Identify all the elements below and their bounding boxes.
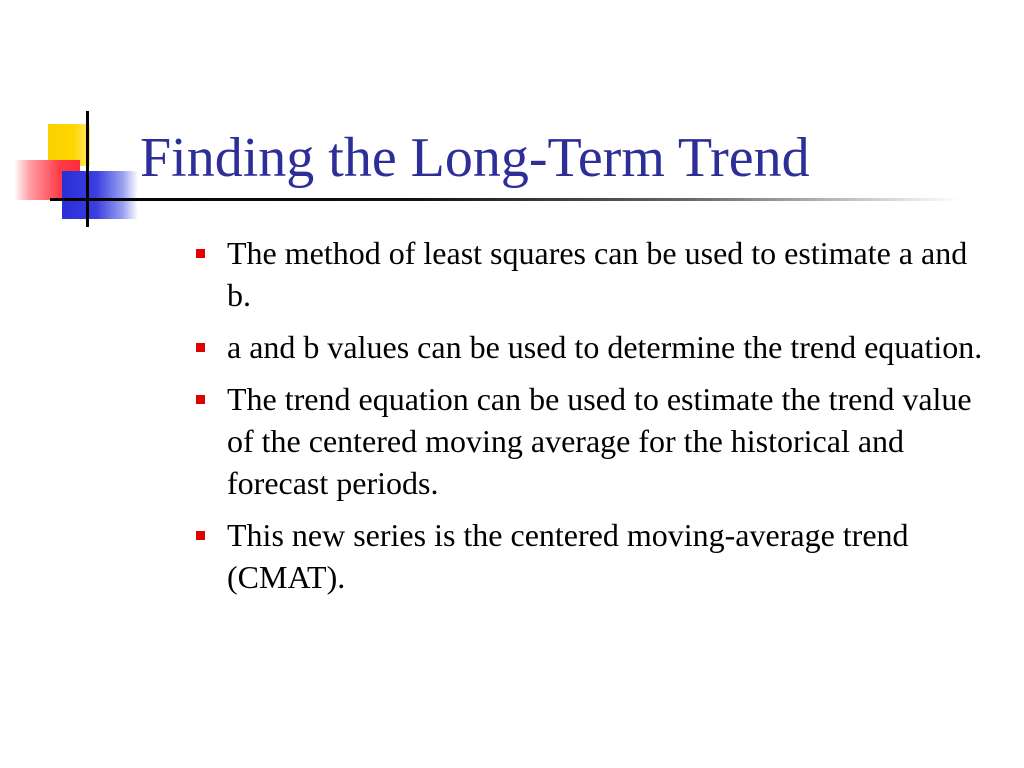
title-underline-rule	[50, 198, 960, 201]
bullet-text: The trend equation can be used to estimate the trend value of the centered moving average for the historical and forecast periods.	[227, 381, 972, 501]
color-squares-logo-icon	[0, 0, 150, 240]
blue-square-decoration	[62, 171, 138, 219]
bullet-text: The method of least squares can be used to estimate a and b.	[227, 235, 968, 313]
red-square-bullet-icon	[196, 395, 205, 404]
slide-title: Finding the Long-Term Trend	[140, 127, 810, 189]
bullet-item	[196, 326, 996, 368]
bullet-text: a and b values can be used to determine the trend equation.	[227, 329, 983, 365]
bullet-text: This new series is the centered moving-average trend (CMAT).	[227, 517, 909, 595]
bullet-item	[196, 378, 996, 504]
red-square-bullet-icon	[196, 531, 205, 540]
bullet-list	[196, 232, 996, 608]
red-square-bullet-icon	[196, 343, 205, 352]
red-square-bullet-icon	[196, 249, 205, 258]
vertical-rule	[86, 111, 89, 227]
bullet-item	[196, 514, 996, 598]
bullet-item	[196, 232, 996, 316]
